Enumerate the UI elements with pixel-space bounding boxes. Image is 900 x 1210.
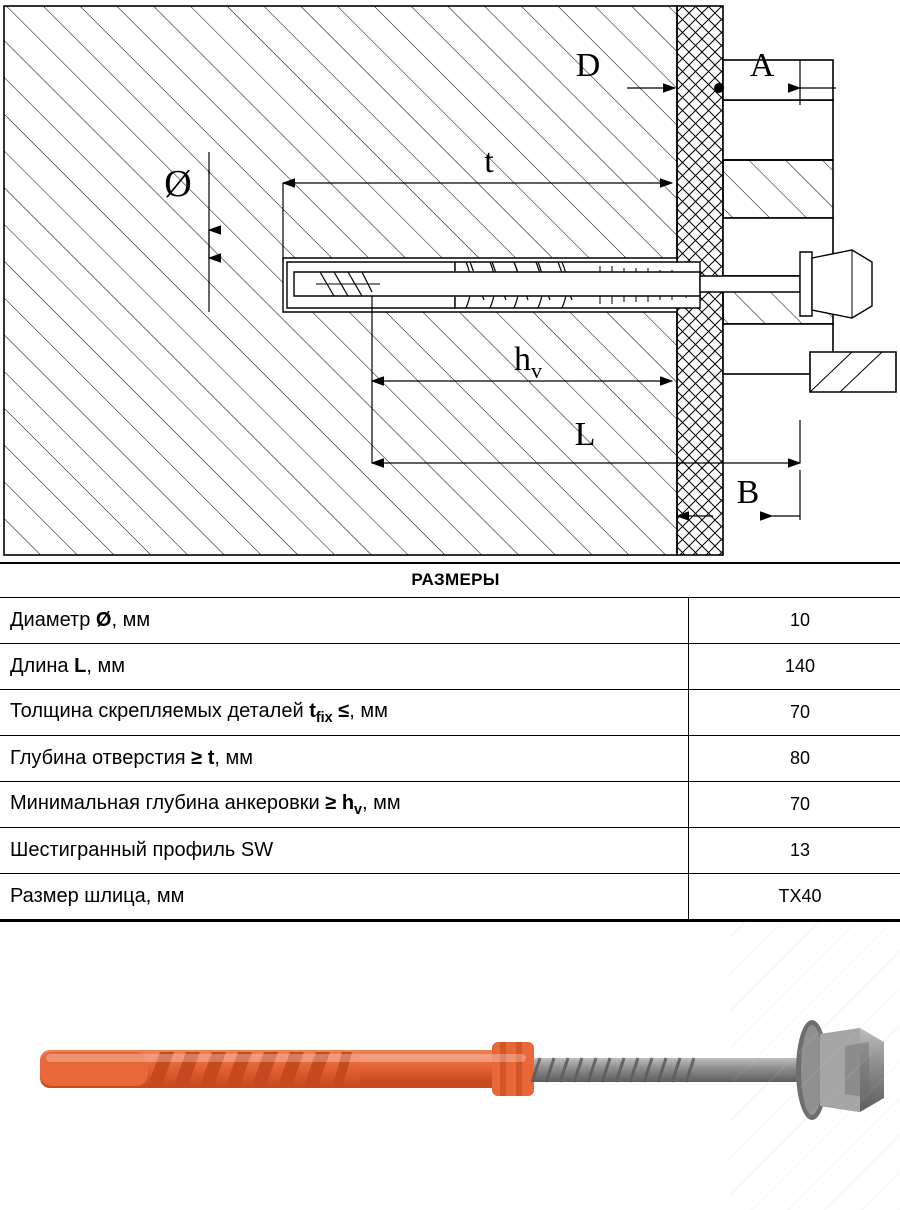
dimensions-table (0, 564, 900, 919)
row-value-drive-size: TX40 (689, 874, 900, 920)
label-B: B (737, 474, 760, 511)
row-label-anchorage-depth: Минимальная глубина анкеровки ≥ $h_v$, мм (0, 782, 689, 828)
row-label-length: Длина L, мм (0, 644, 689, 690)
table-row (0, 690, 900, 736)
watermark-stripes (730, 922, 900, 1210)
row-value-hole-depth: 80 (689, 736, 900, 782)
label-D: D (576, 47, 601, 84)
row-label-drive-size: Размер шлица, мм (0, 874, 689, 920)
label-t: t (484, 143, 494, 180)
row-value-hex-profile: 13 (689, 828, 900, 874)
dimensions-table-wrapper (0, 562, 900, 922)
row-label-hex-profile: Шестигранный профиль SW (0, 828, 689, 874)
technical-drawing (0, 0, 900, 562)
fixed-part (723, 60, 896, 392)
row-value-fixture-thickness: 70 (689, 690, 900, 736)
table-row (0, 736, 900, 782)
row-value-length: 140 (689, 644, 900, 690)
table-row (0, 828, 900, 874)
table-row (0, 874, 900, 920)
label-L: L (575, 416, 596, 453)
table-caption: РАЗМЕРЫ (0, 564, 900, 598)
anchor-sleeve-photo (40, 1042, 534, 1096)
row-label-diameter: Диаметр Ø, мм (0, 598, 689, 644)
table-row (0, 598, 900, 644)
row-value-diameter: 10 (689, 598, 900, 644)
label-A: A (750, 47, 775, 84)
row-label-hole-depth: Глубина отверстия ≥ t, мм (0, 736, 689, 782)
table-row (0, 782, 900, 828)
table-row (0, 644, 900, 690)
row-value-anchorage-depth: 70 (689, 782, 900, 828)
label-hv: $h_v$ (514, 341, 542, 383)
product-photo (0, 922, 900, 1210)
row-label-fixture-thickness: Толщина скрепляемых деталей $t_{fix}$ ≤, мм (0, 690, 689, 736)
label-diameter: Ø (164, 163, 191, 205)
